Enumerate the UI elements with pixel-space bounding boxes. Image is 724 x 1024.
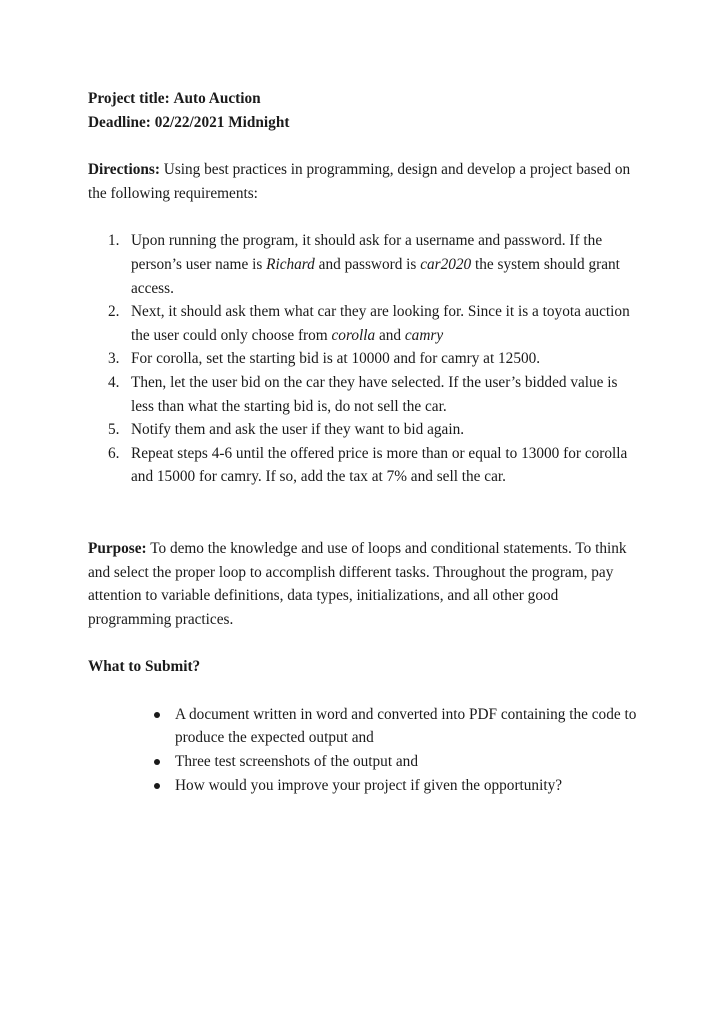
list-item	[108, 418, 644, 442]
list-item-text: A document written in word and converted into PDF containing the code to produce the expected output and	[175, 705, 637, 747]
deadline-line	[88, 111, 644, 135]
list-item-text: How would you improve your project if given the opportunity?	[175, 776, 563, 794]
directions-paragraph	[88, 158, 644, 205]
directions-text: Using best practices in programming, design and develop a project based on the following requirements:	[88, 161, 631, 202]
list-item-text: Three test screenshots of the output and	[175, 753, 418, 771]
requirements-list	[108, 229, 644, 489]
deadline-label: Deadline:	[88, 113, 151, 131]
list-item-number: 6.	[108, 444, 120, 462]
list-item-text: Repeat steps 4-6 until the offered price is more than or equal to 13000 for corolla and 15000 for camry. If so, add the tax at 7% and sell the car.	[131, 444, 628, 486]
list-item: 1. Upon running the program, it should ask for a username and password. If the person’s user name is Richard and password is car2020 the system should grant access.	[108, 229, 644, 300]
document-page	[88, 87, 644, 797]
purpose-paragraph	[88, 537, 644, 631]
list-item-text: For corolla, set the starting bid is at 10000 and for camry at 12500.	[131, 350, 541, 368]
list-item-number: 4.	[108, 373, 120, 391]
list-item	[154, 703, 644, 750]
directions-label: Directions:	[88, 161, 160, 179]
bullet-icon	[154, 759, 160, 765]
list-item-text: Notify them and ask the user if they want to bid again.	[131, 421, 465, 439]
list-item	[108, 347, 644, 371]
project-title-value: Auto Auction	[173, 90, 261, 107]
submit-list	[154, 703, 644, 797]
bullet-icon	[154, 712, 160, 718]
deadline-value: 02/22/2021 Midnight	[154, 113, 290, 131]
list-item	[154, 774, 644, 798]
list-item	[154, 750, 644, 774]
purpose-text: To demo the knowledge and use of loops and conditional statements. To think and select the proper loop to accomplish different tasks. Throughout the program, pay attention to variable definitions, data types, initializations, and all other good programming practices.	[88, 539, 627, 628]
list-item-number: 5.	[108, 421, 120, 439]
list-item-text: Then, let the user bid on the car they have selected. If the user’s bidded value is less than what the starting bid is, do not sell the car.	[131, 373, 618, 415]
project-title-label: Project title:	[88, 90, 170, 107]
list-item-number: 1.	[108, 232, 120, 250]
purpose-label: Purpose:	[88, 539, 147, 557]
list-item: 2. Next, it should ask them what car they are looking for. Since it is a toyota auction the user could only choose from corolla and camry	[108, 300, 644, 347]
list-item-number: 3.	[108, 350, 120, 368]
submit-heading: What to Submit?	[88, 658, 201, 676]
list-item-number: 2.	[108, 303, 120, 321]
bullet-icon	[154, 783, 160, 789]
list-item	[108, 442, 644, 489]
project-title-line	[88, 87, 644, 111]
list-item	[108, 371, 644, 418]
